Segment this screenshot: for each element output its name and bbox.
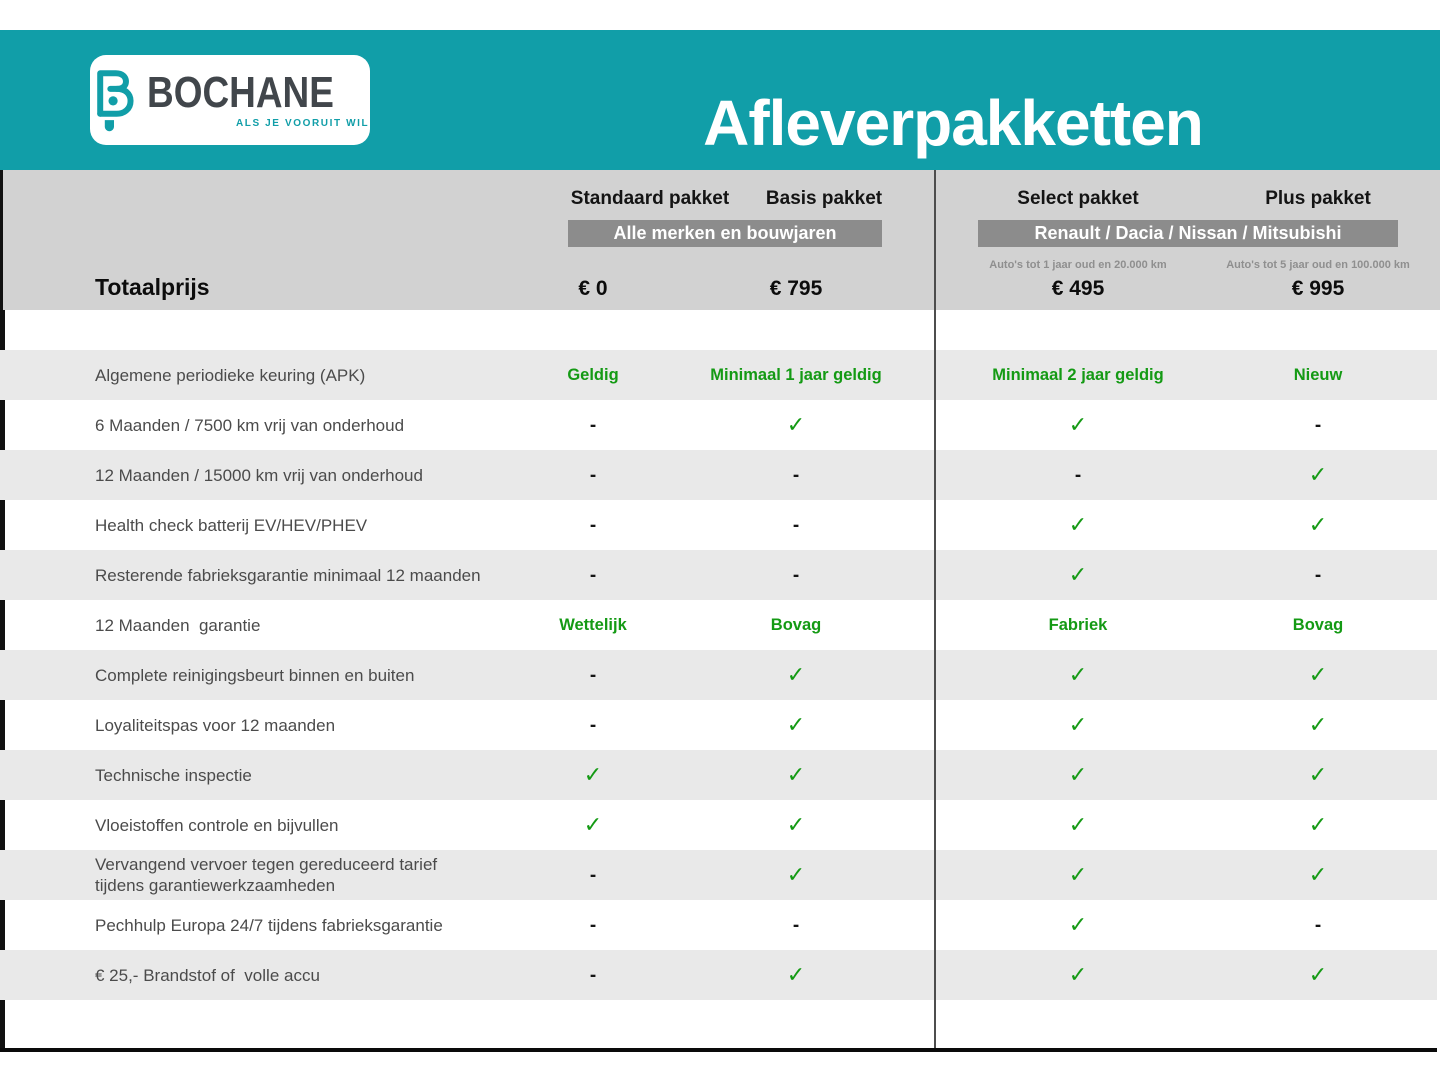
dash-icon: - [589, 914, 597, 936]
spacer-row-bottom [0, 1000, 1437, 1048]
feature-value: Nieuw [1293, 365, 1343, 384]
check-icon: ✓ [583, 762, 603, 787]
page-title: Afleverpakketten [703, 87, 1203, 159]
scope-bar-all-brands: Alle merken en bouwjaren [568, 220, 882, 247]
feature-label: Health check batterij EV/HEV/PHEV [95, 515, 368, 535]
column-caption-plus: Auto's tot 5 jaar oud en 100.000 km [1226, 259, 1410, 271]
check-icon: ✓ [786, 862, 806, 887]
check-icon: ✓ [1308, 812, 1328, 837]
feature-value: Minimaal 1 jaar geldig [710, 365, 882, 384]
package-price-select: € 495 [1051, 277, 1105, 300]
check-icon: ✓ [1308, 512, 1328, 537]
pricing-header-band [0, 170, 1440, 310]
dash-icon: - [792, 514, 800, 536]
table-row [0, 350, 1437, 400]
table-row [0, 900, 1437, 950]
check-icon: ✓ [1068, 662, 1088, 687]
feature-label: 12 Maanden garantie [95, 615, 261, 635]
feature-label: Pechhulp Europa 24/7 tijdens fabrieksgarantie [95, 915, 443, 935]
check-icon: ✓ [786, 762, 806, 787]
check-icon: ✓ [1308, 862, 1328, 887]
feature-label: Complete reinigingsbeurt binnen en buiten [95, 665, 415, 685]
dash-icon: - [792, 564, 800, 586]
feature-label: Loyaliteitspas voor 12 maanden [95, 715, 336, 735]
table-row [0, 400, 1437, 450]
dash-icon: - [589, 564, 597, 586]
check-icon: ✓ [1068, 962, 1088, 987]
check-icon: ✓ [1068, 762, 1088, 787]
dash-icon: - [589, 964, 597, 986]
check-icon: ✓ [1308, 712, 1328, 737]
feature-label: € 25,- Brandstof of volle accu [95, 965, 320, 985]
dash-icon: - [1314, 414, 1322, 436]
dash-icon: - [589, 514, 597, 536]
check-icon: ✓ [1068, 712, 1088, 737]
dash-icon: - [589, 414, 597, 436]
table-row [0, 750, 1437, 800]
total-price-label: Totaalprijs [95, 274, 210, 300]
feature-label: Resterende fabrieksgarantie minimaal 12 maanden [95, 565, 481, 585]
check-icon: ✓ [1068, 862, 1088, 887]
bottom-border-line [0, 1048, 1437, 1052]
brand-tagline: ALS JE VOORUIT WIL [235, 118, 370, 129]
check-icon: ✓ [1068, 412, 1088, 437]
check-icon: ✓ [583, 812, 603, 837]
feature-label: 12 Maanden / 15000 km vrij van onderhoud [95, 465, 423, 485]
column-header-basis: Basis pakket [765, 188, 883, 209]
check-icon: ✓ [1308, 962, 1328, 987]
column-header-plus: Plus pakket [1265, 188, 1371, 209]
check-icon: ✓ [1068, 562, 1088, 587]
table-row [0, 700, 1437, 750]
dash-icon: - [792, 464, 800, 486]
feature-value: Geldig [567, 365, 619, 384]
section-divider-line [934, 170, 936, 1048]
bochane-logo-icon [91, 61, 137, 142]
dash-icon: - [1314, 914, 1322, 936]
check-icon: ✓ [786, 712, 806, 737]
check-icon: ✓ [1308, 762, 1328, 787]
table-row [0, 800, 1437, 850]
check-icon: ✓ [786, 962, 806, 987]
feature-rows [0, 350, 1437, 1000]
table-row [0, 950, 1437, 1000]
check-icon: ✓ [1068, 512, 1088, 537]
feature-value: Fabriek [1048, 615, 1108, 634]
table-row [0, 500, 1437, 550]
feature-value: Minimaal 2 jaar geldig [992, 365, 1164, 384]
column-header-standaard: Standaard pakket [570, 188, 730, 209]
feature-value: Bovag [770, 615, 822, 634]
scope-bar-renault-group: Renault / Dacia / Nissan / Mitsubishi [978, 220, 1398, 247]
table-row [0, 450, 1437, 500]
column-header-select: Select pakket [1017, 188, 1139, 209]
check-icon: ✓ [786, 412, 806, 437]
feature-value: Bovag [1292, 615, 1344, 634]
teal-header-band [0, 30, 1440, 170]
dash-icon: - [792, 914, 800, 936]
check-icon: ✓ [786, 812, 806, 837]
feature-label: Algemene periodieke keuring (APK) [95, 365, 366, 385]
feature-label: Vloeistoffen controle en bijvullen [95, 815, 339, 835]
table-row [0, 600, 1437, 650]
feature-label: 6 Maanden / 7500 km vrij van onderhoud [95, 415, 405, 435]
check-icon: ✓ [1068, 912, 1088, 937]
feature-label: Vervangend vervoer tegen gereduceerd tarief tijdens garantiewerkzaamheden [95, 855, 438, 895]
dash-icon: - [589, 664, 597, 686]
dash-icon: - [589, 464, 597, 486]
table-row [0, 850, 1437, 900]
table-row [0, 550, 1437, 600]
dash-icon: - [1314, 564, 1322, 586]
check-icon: ✓ [1308, 662, 1328, 687]
bochane-logo [90, 55, 370, 145]
feature-value: Wettelijk [559, 615, 627, 634]
check-icon: ✓ [1068, 812, 1088, 837]
feature-label: Technische inspectie [95, 765, 252, 785]
column-caption-select: Auto's tot 1 jaar oud en 20.000 km [989, 259, 1167, 271]
check-icon: ✓ [786, 662, 806, 687]
dash-icon: - [1074, 464, 1082, 486]
check-icon: ✓ [1308, 462, 1328, 487]
spacer-row-top [0, 310, 1437, 350]
dash-icon: - [589, 864, 597, 886]
package-price-basis: € 795 [769, 277, 823, 300]
brand-name: BOCHANE [146, 68, 334, 117]
dash-icon: - [589, 714, 597, 736]
table-row [0, 650, 1437, 700]
package-price-plus: € 995 [1291, 277, 1345, 300]
package-price-standaard: € 0 [578, 277, 608, 300]
